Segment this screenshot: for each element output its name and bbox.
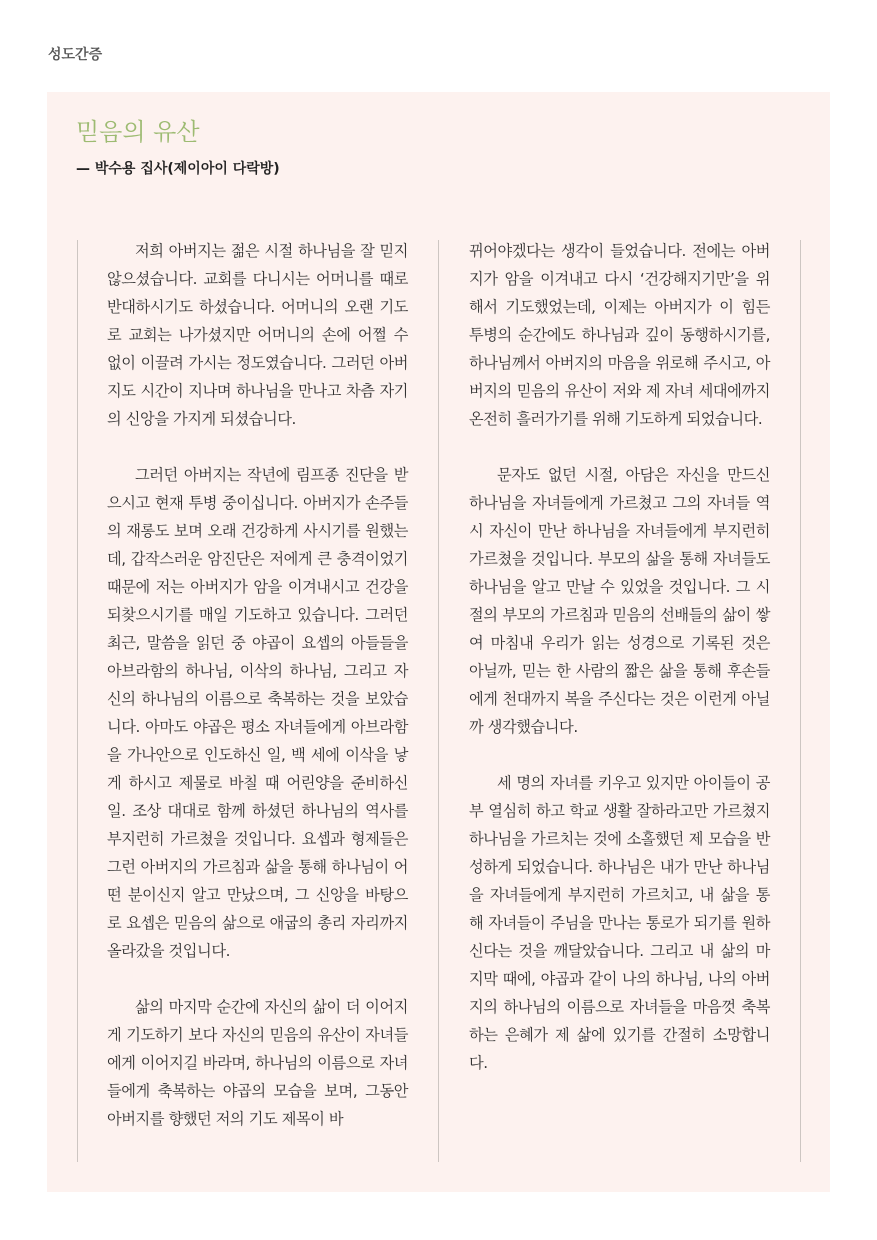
paragraph: 문자도 없던 시절, 아담은 자신을 만드신 하나님을 자녀들에게 가르쳤고 그의 자녀들 역시 자신이 만난 하나님을 자녀들에게 부지런히 가르쳤을 것입니다. 부모의 삶을 통해 자녀들도 하나님을 알고 만날 수 있었을 것입니다. 그 시절의 부모의 가르침과 믿음의 선배들의 삶이 쌓여 마침내 우리가 읽는 성경으로 기록된 것은 아닐까, 믿는 한 사람의 짧은 삶을 통해 후손들에게 천대까지 복을 주신다는 것은 이런게 아닐까 생각했습니다. (469, 466, 770, 736)
paragraph-continued: 뀌어야겠다는 생각이 들었습니다. 전에는 아버지가 암을 이겨내고 다시 ‘건강해지기만’을 위해서 기도했었는데, 이제는 아버지가 이 힘든 투병의 순간에도 하나님과 깊이 동행하시기를, 하나님께서 아버지의 마음을 위로해 주시고, 아버지의 믿음의 유산이 저와 제 자녀 세대에까지 온전히 흘러가기를 위해 기도하게 되었습니다. (469, 242, 770, 428)
right-column-rule (800, 240, 801, 1162)
article-author: — 박수용 집사(제이아이 다락방) (76, 161, 280, 177)
center-column-rule (438, 240, 439, 1162)
left-column (107, 237, 408, 1161)
paragraph: 세 명의 자녀를 키우고 있지만 아이들이 공부 열심히 하고 학교 생활 잘하라고만 가르쳤지 하나님을 가르치는 것에 소홀했던 제 모습을 반성하게 되었습니다. 하나님은 내가 만난 하나님을 자녀들에게 부지런히 가르치고, 내 삶을 통해 자녀들이 주님을 만나는 통로가 되기를 원하신다는 것을 깨달았습니다. 그리고 내 삶의 마지막 때에, 야곱과 같이 나의 하나님, 나의 아버지의 하나님의 이름으로 자녀들을 마음껏 축복하는 은혜가 제 삶에 있기를 간절히 소망합니다. (469, 774, 770, 1072)
paragraph: 그러던 아버지는 작년에 림프종 진단을 받으시고 현재 투병 중이십니다. 아버지가 손주들의 재롱도 보며 오래 건강하게 사시기를 원했는데, 갑작스러운 암진단은 저에게 큰 충격이었기 때문에 저는 아버지가 암을 이겨내시고 건강을 되찾으시기를 매일 기도하고 있습니다. 그러던 최근, 말씀을 읽던 중 야곱이 요셉의 아들들을 아브라함의 하나님, 이삭의 하나님, 그리고 자신의 하나님의 이름으로 축복하는 것을 보았습니다. 아마도 야곱은 평소 자녀들에게 아브라함을 가나안으로 인도하신 일, 백 세에 이삭을 낳게 하시고 제물로 바칠 때 어린양을 준비하신 일. 조상 대대로 함께 하셨던 하나님의 역사를 부지런히 가르쳤을 것입니다. 요셉과 형제들은 그런 아버지의 가르침과 삶을 통해 하나님이 어떤 분이신지 알고 만났으며, 그 신앙을 바탕으로 요셉은 믿음의 삶으로 애굽의 총리 자리까지 올라갔을 것입니다. (107, 466, 408, 960)
left-column-rule (77, 240, 78, 1162)
section-label: 성도간증 (48, 47, 103, 63)
paragraph: 저희 아버지는 젊은 시절 하나님을 잘 믿지 않으셨습니다. 교회를 다니시는 어머니를 때로 반대하시기도 하셨습니다. 어머니의 오랜 기도로 교회는 나가셨지만 어머니의 손에 어쩔 수 없이 이끌려 가시는 정도였습니다. 그러던 아버지도 시간이 지나며 하나님을 만나고 차츰 자기의 신앙을 가지게 되셨습니다. (107, 242, 408, 428)
right-column (469, 237, 770, 1105)
article-title: 믿음의 유산 (76, 118, 200, 146)
paragraph: 삶의 마지막 순간에 자신의 삶이 더 이어지게 기도하기 보다 자신의 믿음의 유산이 자녀들에게 이어지길 바라며, 하나님의 이름으로 자녀들에게 축복하는 야곱의 모습을 보며, 그동안 아버지를 향했던 저의 기도 제목이 바 (107, 998, 408, 1128)
